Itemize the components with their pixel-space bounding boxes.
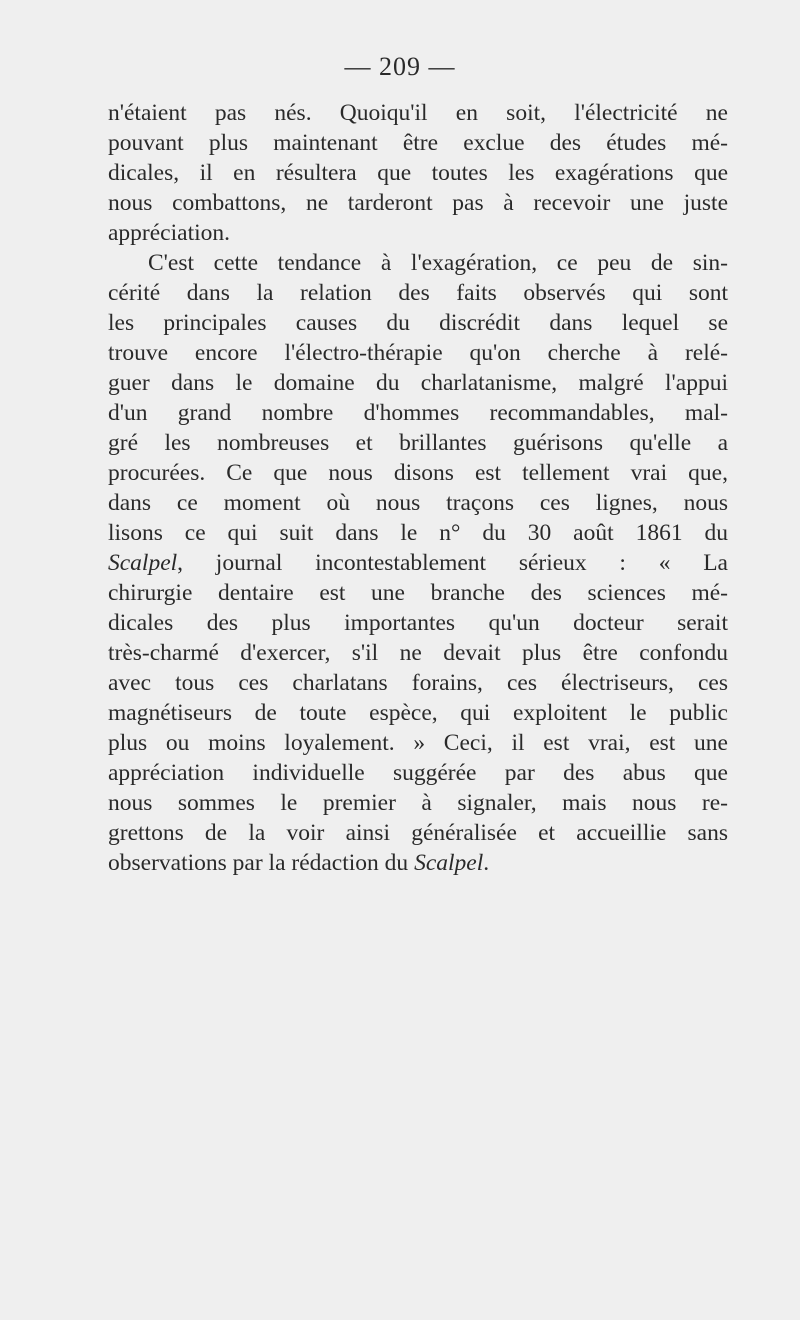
journal-title: Scalpel [108, 550, 178, 576]
text-line: trouve encore l'électro-thérapie qu'on cherche à relé- [108, 340, 728, 366]
body-text [108, 98, 728, 878]
text-line: pouvant plus maintenant être exclue des études mé- [108, 130, 728, 156]
text-line: dans ce moment où nous traçons ces lignes, nous [108, 490, 728, 516]
text-line: nous combattons, ne tarderont pas à recevoir une juste [108, 190, 728, 216]
text-line: dicales, il en résultera que toutes les exagérations que [108, 160, 728, 186]
text-line: avec tous ces charlatans forains, ces électriseurs, ces [108, 670, 728, 696]
text-line: lisons ce qui suit dans le n° du 30 août 1861 du [108, 520, 728, 546]
text-line: nous sommes le premier à signaler, mais nous re- [108, 790, 728, 816]
text-line: guer dans le domaine du charlatanisme, malgré l'appui [108, 370, 728, 396]
text-line: grettons de la voir ainsi généralisée et accueillie sans [108, 820, 728, 846]
text-line [108, 848, 728, 878]
text-line: cérité dans la relation des faits observés qui sont [108, 280, 728, 306]
text-line: C'est cette tendance à l'exagération, ce peu de sin- [148, 250, 728, 276]
text-segment: . [483, 850, 490, 876]
text-line: procurées. Ce que nous disons est tellement vrai que, [108, 460, 728, 486]
text-line: appréciation. [108, 220, 231, 246]
text-line: n'étaient pas nés. Quoiqu'il en soit, l'électricité ne [108, 100, 728, 126]
text-line: appréciation individuelle suggérée par des abus que [108, 760, 728, 786]
text-line: plus ou moins loyalement. » Ceci, il est vrai, est une [108, 730, 728, 756]
text-line: chirurgie dentaire est une branche des sciences mé- [108, 580, 728, 606]
text-line: dicales des plus importantes qu'un docteur serait [108, 610, 728, 636]
text-line: les principales causes du discrédit dans lequel se [108, 310, 728, 336]
text-line: magnétiseurs de toute espèce, qui exploitent le public [108, 700, 728, 726]
text-line [108, 548, 728, 578]
text-line: d'un grand nombre d'hommes recommandables, mal- [108, 400, 728, 426]
text-line: gré les nombreuses et brillantes guérisons qu'elle a [108, 430, 728, 456]
text-segment: observations par la rédaction du [108, 850, 415, 876]
page-number: — 209 — [344, 52, 456, 81]
journal-title: Scalpel [414, 850, 484, 876]
text-segment: , journal incontestablement sérieux : « La [177, 550, 728, 576]
text-line: très-charmé d'exercer, s'il ne devait plus être confondu [108, 640, 728, 666]
